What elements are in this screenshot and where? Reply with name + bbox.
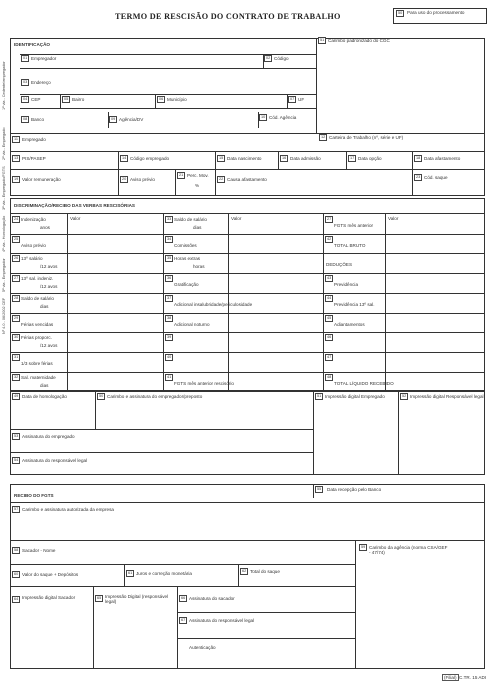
remuneracao-field[interactable]: [10, 169, 118, 196]
form-title: TERMO DE RESCISÃO DO CONTRATO DE TRABALHO: [115, 12, 341, 21]
percent-symbol: %: [195, 183, 200, 188]
field-number: 27: [327, 217, 332, 221]
valor-col-label: Valor: [70, 216, 81, 221]
field-number: 46: [327, 335, 332, 340]
verba-label: Gratificação: [174, 282, 199, 288]
verba-label: Adicional insalubridade/periculosidade: [174, 301, 253, 307]
verba-unit: horas: [193, 264, 205, 270]
side-label: 5ª via - Empregador: [2, 258, 6, 292]
verba-label: DEDUÇÕES: [326, 262, 353, 268]
field-number: 45: [327, 315, 332, 320]
field-number: 32: [14, 374, 19, 379]
verba-unit: /12 avos: [40, 343, 58, 349]
field-number: 28: [14, 295, 19, 300]
verba-unit: dias: [40, 303, 49, 309]
sacador-name-label: Sacador - Nome: [22, 548, 56, 553]
legal-signature2-label: Assinatura do responsável legal: [189, 618, 255, 623]
field-number: 26: [14, 256, 19, 261]
address-field[interactable]: [20, 74, 316, 92]
empregado-field[interactable]: [10, 133, 316, 151]
legal-fingerprint-label: Impressão digital Responsável legal: [410, 394, 484, 399]
footer-code: C.TR. 15 ADI: [459, 675, 487, 680]
side-label: 3ª via - Empregado/FGTS: [2, 166, 6, 210]
bairro-label: Bairro: [72, 97, 85, 102]
field-number: 50: [398, 11, 403, 15]
field-number: 39: [167, 335, 172, 340]
agency-stamp-label: Carimbo da agência (norma CSA/GEF - 47/74): [369, 545, 448, 555]
cod-empregado-field[interactable]: [118, 151, 215, 169]
field-number: 47: [327, 354, 332, 359]
verba-value-field[interactable]: [385, 332, 485, 352]
field-number: 35: [167, 256, 172, 261]
sacador-signature-label: Assinatura do sacador: [189, 596, 235, 601]
field-number: 44: [327, 295, 332, 300]
sacador-fingerprint-label: Impressão digital Sacador: [22, 595, 76, 600]
verbas-header: DISCRIMINAÇÃO/RECIBO DAS VERBAS RESCISÓRIAS: [14, 203, 135, 208]
homologation-date-field[interactable]: [10, 391, 95, 429]
field-number: 37: [167, 295, 172, 300]
field-number: 24: [14, 217, 19, 221]
employee-fingerprint-field[interactable]: [313, 391, 398, 475]
agencia-field[interactable]: [108, 112, 258, 128]
banco-field[interactable]: [20, 112, 108, 128]
uf-label: UF: [298, 97, 305, 102]
field-number: 40: [167, 354, 172, 359]
field-number: 42: [327, 236, 332, 241]
verba-label: 13º sal. indeniz.: [21, 276, 54, 282]
causa-field[interactable]: [215, 169, 412, 196]
perc-mov-field[interactable]: [175, 169, 215, 196]
verba-label: 1/3 sobre férias: [21, 360, 53, 366]
admissao-field[interactable]: [278, 151, 346, 169]
legal-fingerprint-field[interactable]: [398, 391, 485, 475]
verba-value-field[interactable]: [228, 352, 323, 372]
field-number: 33: [167, 217, 172, 221]
verba-label: Horas extras: [174, 256, 201, 262]
pis-field[interactable]: [10, 151, 118, 169]
verba-unit: anos: [40, 225, 50, 230]
code-field[interactable]: [263, 54, 316, 68]
saque-value-field[interactable]: [10, 564, 124, 586]
ctps-label: Carteira de Trabalho (nº, série e UF): [329, 135, 404, 140]
verba-label: Previdência: [334, 282, 359, 288]
field-number: 41: [167, 374, 172, 379]
cep-field[interactable]: [20, 94, 60, 108]
remuneracao-label: Valor remuneração: [22, 177, 61, 182]
cod-saque-field[interactable]: [412, 169, 485, 196]
field-number: 48: [327, 374, 332, 379]
legal-fingerprint2-label: Impressão Digital (responsável legal): [105, 594, 169, 604]
field-number: 36: [167, 276, 172, 281]
field-number: 27: [14, 276, 19, 281]
bank-reception-label: Data recepção pelo Banco: [327, 487, 382, 492]
empregado-label: Empregado: [22, 137, 46, 142]
employer-stamp-label: Carimbo e assinatura do empregador/preposto: [107, 394, 203, 399]
footer-stamp: (Filial): [444, 675, 457, 680]
fgts-header: RECIBO DO FGTS: [14, 493, 54, 498]
perc-mov-label: Perc. Mov.: [187, 173, 209, 178]
side-label: 2ª via - Empregado: [2, 127, 6, 160]
field-number: 29: [14, 315, 19, 320]
side-label: 4ª via - Homologação: [2, 215, 6, 252]
aviso-previo-field[interactable]: [118, 169, 175, 196]
employer-field[interactable]: [20, 54, 263, 68]
field-number: 43: [327, 276, 332, 281]
legal-fingerprint2-field[interactable]: [93, 586, 177, 669]
field-number: 25: [14, 236, 19, 241]
processing-label: Para uso do processamento: [407, 10, 465, 15]
code-label: Código: [274, 56, 289, 61]
legal-signature2-field[interactable]: [177, 612, 355, 638]
verba-value-field[interactable]: [385, 352, 485, 372]
municipio-label: Município: [167, 97, 187, 102]
verba-label: Férias proporc.: [21, 335, 52, 341]
bairro-field[interactable]: [60, 94, 155, 108]
verba-unit: /12 avos: [40, 264, 58, 270]
verba-label: Saldo de salário: [21, 295, 54, 301]
verba-label: FGTS mês anterior rescisório: [174, 380, 234, 386]
aviso-previo-label: Aviso prévio: [130, 177, 155, 182]
side-label: Nº 4.0 - 06/2002 CEF: [2, 297, 6, 334]
authentication-label: Autenticação: [189, 645, 216, 650]
field-number: 34: [167, 236, 172, 241]
side-label: 1ª via - Cedente/empregador: [2, 61, 6, 110]
ctps-field[interactable]: [316, 133, 485, 151]
valor-col-label: Valor: [231, 216, 242, 221]
verba-label: Indenização: [21, 217, 46, 222]
verba-label: Saldo de salário: [174, 217, 207, 222]
verba-label: TOTAL BRUTO: [334, 242, 366, 248]
cod-agencia-field[interactable]: [258, 112, 316, 128]
cod-empregado-label: Código empregado: [130, 156, 170, 161]
bank-reception-field[interactable]: [313, 484, 485, 498]
homologation-date-label: Data de homologação: [22, 394, 67, 399]
legal-signature-field[interactable]: [10, 452, 313, 475]
agency-stamp-field[interactable]: [355, 540, 485, 669]
municipio-field[interactable]: [155, 94, 287, 108]
verba-value-field[interactable]: [228, 332, 323, 352]
verba-label: Adiantamentos: [334, 321, 365, 327]
cgc-stamp-label: Carimbo padronizado do CGC: [328, 38, 390, 43]
pis-label: PIS/PASEP: [22, 156, 46, 161]
causa-label: Causa afastamento: [227, 177, 267, 182]
employer-label: Empregador: [31, 56, 57, 61]
uf-field[interactable]: [287, 94, 316, 108]
verba-label: TOTAL LÍQUIDO RECEBIDO: [334, 380, 394, 386]
afastamento-field[interactable]: [412, 151, 485, 169]
juros-field[interactable]: [124, 564, 238, 586]
total-saque-label: Total do saque: [250, 569, 280, 574]
field-number: 31: [14, 354, 19, 359]
verba-label: Previdência 13º sal.: [334, 301, 375, 307]
verba-label: Aviso prévio: [21, 242, 46, 248]
sacador-signature-field[interactable]: [177, 586, 355, 612]
legal-signature-label: Assinatura do responsável legal: [22, 458, 88, 463]
employee-signature-label: Assinatura do empregado: [22, 434, 75, 439]
authentication-field[interactable]: [177, 638, 355, 669]
valor-col-label: Valor: [388, 216, 399, 221]
verba-unit: /12 avos: [40, 284, 58, 290]
nascimento-field[interactable]: [215, 151, 278, 169]
verba-label: FGTS mês anterior: [334, 223, 374, 228]
identification-header: IDENTIFICAÇÃO: [14, 42, 50, 47]
sacador-name-field[interactable]: [10, 540, 355, 564]
verba-label: Férias vencidas: [21, 321, 54, 327]
cod-agencia-label: Cód. Agência: [269, 115, 297, 120]
company-signature-field[interactable]: [10, 502, 485, 540]
verba-label: Comissões: [174, 242, 197, 248]
admissao-label: Data admissão: [290, 156, 321, 161]
verba-unit: dias: [193, 225, 202, 230]
verba-label: Adicional noturno: [174, 321, 210, 327]
cod-saque-label: Cód. saque: [424, 175, 448, 180]
opcao-field[interactable]: [346, 151, 412, 169]
cep-label: CEP: [31, 97, 41, 102]
verba-unit: dias: [40, 382, 49, 388]
address-label: Endereço: [31, 80, 51, 85]
juros-label: Juros e correção monetária: [136, 571, 192, 576]
employee-signature-field[interactable]: [10, 429, 313, 452]
verba-label: Sal. maternidade: [21, 374, 56, 380]
agencia-label: Agência/DV: [119, 117, 144, 122]
afastamento-label: Data afastamento: [424, 156, 461, 161]
rescission-form: TERMO DE RESCISÃO DO CONTRATO DE TRABALHO 50 Para uso do processamento 1ª via - Cedente/empregador 2ª via - Empregado 3ª via - Empregado/FGTS 4ª via - Homologação 5ª via - Empregador Nº 4.0 - 06/2002 CEF IDENTIFICAÇÃO 51 Carimbo padronizado do CGC 01 Empregador 02 Código 03 Endereço 04 CEP 05 Bairro 06 Município 07 UF 08 Banco 09 Agência/DV 10 Cód. Agência 11 Empregado 12 Carteira de Trabalho (nº, série e UF) 13 PIS/PASEP 14 Código empregado 15 Data nascimento 16 Data admissão 17 Data opção 18 Data afastamento 19 Valor remuneração 20 Aviso prévio 21 Perc. Mov. % 22 Causa afastamento 23 Cód. saque DISCRIMINAÇÃO/RECIBO DAS VERBAS RESCISÓRIAS Valor Valor Valor 24 Indenização anos 25 Aviso prévio 26 13º salário /12 avos 27 13º sal. indeniz. /12 avos 28 Saldo de salário dias 29 Férias vencidas 30 Férias proporc. /12 avos 31 1/3 sobre férias 32 Sal. maternidade dias 33 Saldo de salário dias 34 Comissões 35 Horas extras horas 36 Gratificação 37 Adicional insalubridade/periculosidade 38 Adicional noturno 39 40 41 FGTS mês anterior rescisório 27 FGTS mês anterior 42 TOTAL BRUTO DEDUÇÕES 43 Previdência 44 Previdência 13º sal. 45 Adiantamentos 46 47 48 TOTAL LÍQUIDO RECEBIDO 49 Data de homologação 50 Carimbo e assinatura do empregador/preposto 51 Impressão digital Empregado 52 Impressão digital Responsável legal 53 Assinatura do empregado 54 Assinatura do responsável legal RECIBO DO FGTS 55 Data recepção pelo Banco 57 Carimbo e assinatura autorizada da empresa 58 Sacador - Nome 59 Carimbo da agência (norma CSA/GEF - 47/74) 60 Valor do saque + Depósitos 61 Juros e correção monetária 62 Total do saque 64 Impressão digital Sacador 65 Impressão Digital (responsável legal) 66 Assinatura do sacador 67 Assinatura do responsável legal Autenticação (Filial) C.TR. 15 ADI: [2, 10, 487, 680]
nascimento-label: Data nascimento: [227, 156, 262, 161]
field-number: 30: [14, 335, 19, 340]
employee-fingerprint-label: Impressão digital Empregado: [325, 394, 385, 399]
company-signature-label: Carimbo e assinatura autorizada da empresa: [22, 507, 114, 512]
employer-stamp-field[interactable]: [95, 391, 313, 429]
opcao-label: Data opção: [358, 156, 382, 161]
saque-value-label: Valor do saque + Depósitos: [22, 572, 79, 577]
verba-label: 13º salário: [21, 256, 43, 262]
field-number: 38: [167, 315, 172, 320]
sacador-fingerprint-field[interactable]: [10, 586, 93, 669]
banco-label: Banco: [31, 117, 45, 122]
total-saque-field[interactable]: [238, 564, 355, 586]
